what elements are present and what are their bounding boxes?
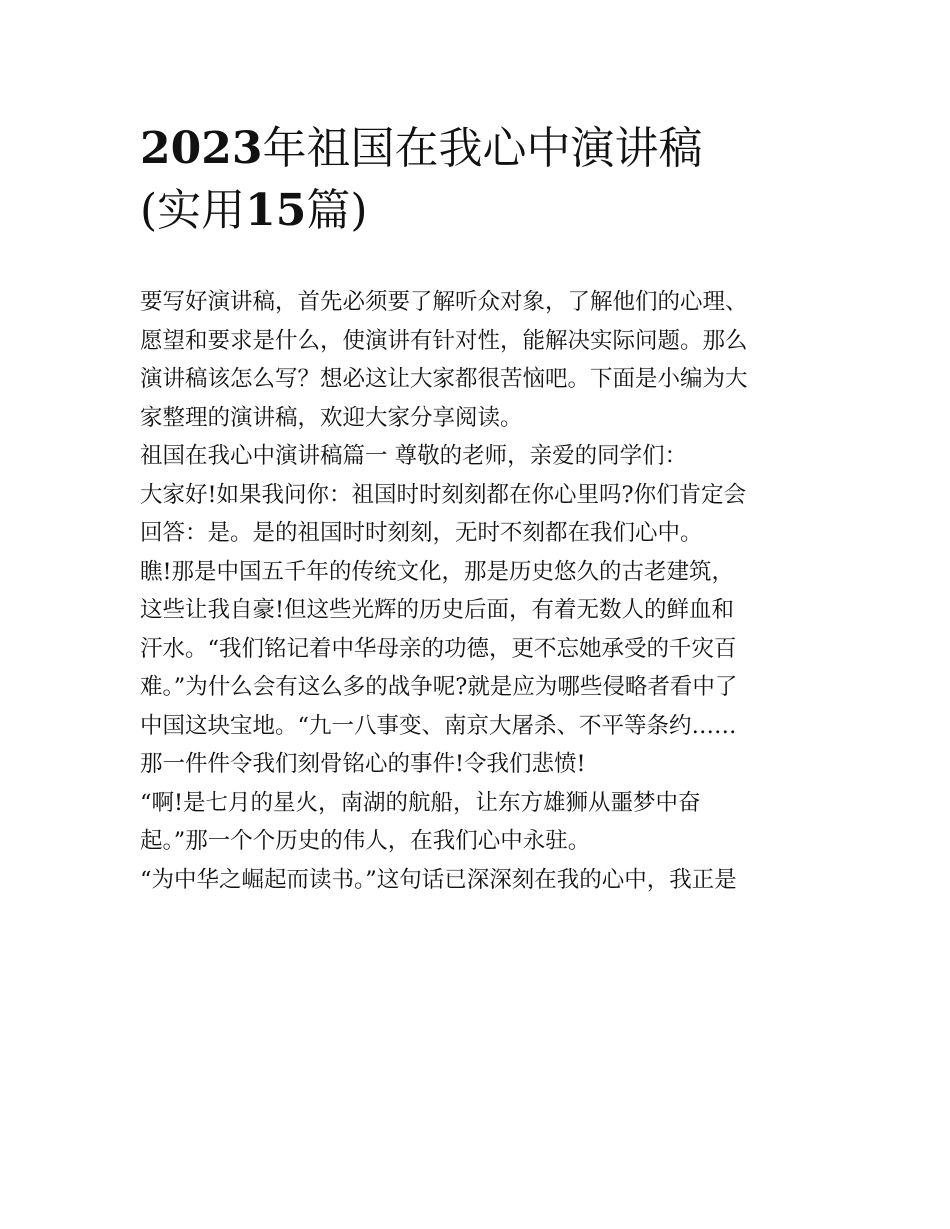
body-line: 要写好演讲稿，首先必须要了解听众对象，了解他们的心理、	[140, 289, 748, 315]
body-line: 难。”为什么会有这么多的战争呢?就是应为哪些侵略者看中了	[140, 674, 738, 700]
document-title	[140, 118, 830, 242]
body-line: 回答：是。是的祖国时时刻刻，无时不刻都在我们心中。	[140, 520, 703, 546]
title-line-2	[140, 180, 830, 242]
body-line: 祖国在我心中演讲稿篇一 尊敬的老师，亲爱的同学们：	[140, 443, 688, 469]
body-line: 那一件件令我们刻骨铭心的事件!令我们悲愤!	[140, 751, 586, 777]
document-body	[140, 283, 830, 899]
body-line: 家整理的演讲稿，欢迎大家分享阅读。	[140, 404, 523, 431]
title-year: 2023	[140, 123, 263, 174]
body-line: 愿望和要求是什么，使演讲有针对性，能解决实际问题。那么	[140, 327, 748, 354]
body-line: 起。”那一个个历史的伟人，在我们心中永驻。	[140, 828, 591, 854]
body-line: 中国这块宝地。“九一八事变、南京大屠杀、不平等条约……	[140, 712, 737, 739]
title-line-1	[140, 118, 830, 180]
body-line: 这些让我自豪!但这些光辉的历史后面，有着无数人的鲜血和	[140, 597, 735, 623]
body-line: “为中华之崛起而读书。”这句话已深深刻在我的心中，我正是	[140, 866, 737, 893]
title-paren-close: 篇)	[306, 185, 368, 236]
title-count: 15	[245, 185, 307, 236]
body-line: 演讲稿该怎么写？想必这让大家都很苦恼吧。下面是小编为大	[140, 366, 748, 392]
body-line: 大家好!如果我问你：祖国时时刻刻都在你心里吗?你们肯定会	[140, 481, 747, 508]
body-line: 汗水。“我们铭记着中华母亲的功德，更不忘她承受的千灾百	[140, 635, 737, 662]
title-main: 年祖国在我心中演讲稿	[262, 123, 703, 174]
body-line: “啊!是七月的星火，南湖的航船，让东方雄狮从噩梦中奋	[140, 789, 701, 816]
title-paren-open: (实用	[140, 185, 246, 236]
body-line: 瞧!那是中国五千年的传统文化，那是历史悠久的古老建筑，	[140, 558, 735, 585]
